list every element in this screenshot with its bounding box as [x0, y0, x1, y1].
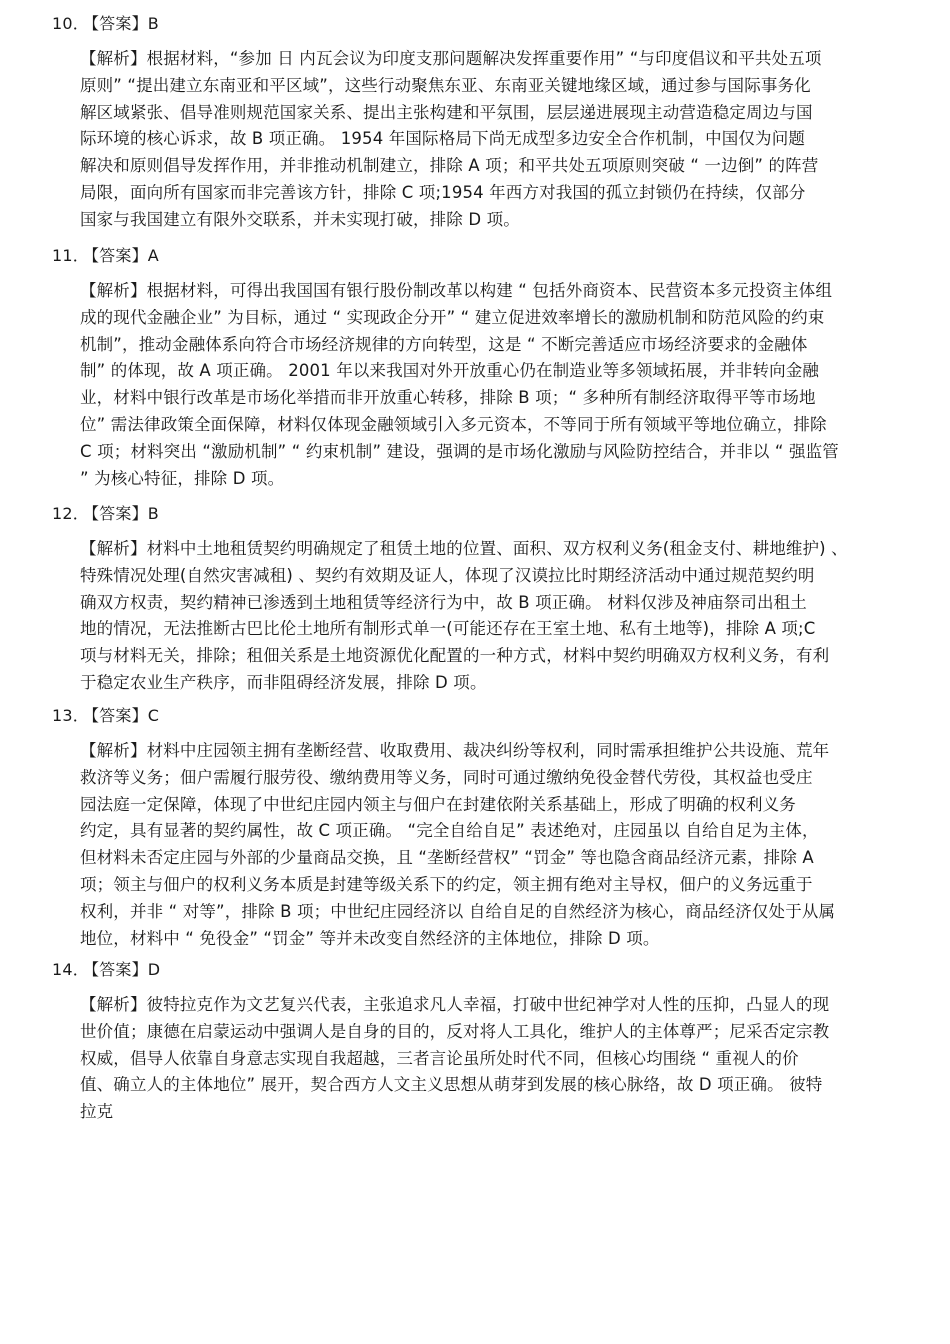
analysis-line: 权利，并非 “ 对等”，排除 B 项；中世纪庄园经济以 自给自足的自然经济为核心，商品经济仅处于从属 — [80, 901, 836, 921]
analysis-line: 拉克 — [80, 1102, 114, 1122]
analysis-line: 地位，材料中 “ 免役金” “罚金” 等并未改变自然经济的主体地位，排除 D 项。 — [80, 928, 660, 948]
question-number: 13． — [52, 706, 89, 725]
answer-value: B — [147, 14, 159, 33]
answer-label: 【答案】 — [90, 246, 148, 265]
analysis-line: 成的现代金融企业” 为目标，通过 “ 实现政企分开” “ 建立促进效率增长的激励机制和防范风险的约束 — [80, 307, 825, 327]
analysis-q13 — [80, 738, 910, 952]
analysis-line: 项；领主与佃户的权利义务本质是封建等级关系下的约定，领主拥有绝对主导权，佃户的义务远重于 — [80, 874, 813, 894]
analysis-line: 于稳定农业生产秩序，而非阻碍经济发展，排除 D 项。 — [80, 672, 487, 692]
analysis-line: 【解析】材料中土地租赁契约明确规定了租赁土地的位置、面积、双方权利义务(租金支付、耕地维护) 、 — [80, 539, 848, 558]
answer-label: 【答案】 — [90, 14, 148, 33]
answer-value: A — [147, 246, 159, 265]
analysis-q12 — [80, 536, 910, 697]
answer-line-q13 — [52, 706, 159, 726]
analysis-line: 位” 需法律政策全面保障，材料仅体现金融领域引入多元资本，不等同于所有领域平等地位确立，排除 — [80, 414, 827, 434]
analysis-line: 但材料未否定庄园与外部的少量商品交换，且 “垄断经营权” “罚金” 等也隐含商品经济元素，排除 A — [80, 848, 814, 868]
analysis-line: 项与材料无关，排除；租佃关系是土地资源优化配置的一种方式，材料中契约明确双方权利义务，有利 — [80, 646, 830, 666]
analysis-line: 局限，面向所有国家而非完善该方针，排除 C 项;1954 年西方对我国的孤立封锁仍在持续，仅部分 — [80, 182, 806, 202]
question-number: 11． — [52, 246, 89, 265]
answer-line-q14 — [52, 960, 160, 980]
answer-line-q11 — [52, 246, 159, 266]
analysis-line: 【解析】根据材料，“参加 日 内瓦会议为印度支那问题解决发挥重要作用” “与印度倡议和平共处五项 — [80, 49, 822, 68]
answer-value: C — [147, 706, 160, 725]
question-number: 12． — [52, 504, 89, 523]
analysis-line: 地的情况，无法推断古巴比伦土地所有制形式单一(可能还存在王室土地、私有土地等)，排除 A 项;C — [80, 619, 816, 639]
analysis-line: 业，材料中银行改革是市场化举措而非开放重心转移，排除 B 项；“ 多种所有制经济取得平等市场地 — [80, 388, 816, 408]
analysis-line: 机制”，推动金融体系向符合市场经济规律的方向转型，这是 “ 不断完善适应市场经济要求的金融体 — [80, 334, 808, 354]
analysis-line: 值、确立人的主体地位” 展开，契合西方人文主义思想从萌芽到发展的核心脉络，故 D 项正确。 彼特 — [80, 1075, 823, 1095]
analysis-line: 【解析】彼特拉克作为文艺复兴代表，主张追求凡人幸福，打破中世纪神学对人性的压抑，凸显人的现 — [80, 995, 830, 1014]
answer-value: B — [147, 504, 159, 523]
answer-line-q12 — [52, 504, 159, 524]
analysis-line: 救济等义务；佃户需履行服劳役、缴纳费用等义务，同时可通过缴纳免役金替代劳役，其权益也受庄 — [80, 767, 813, 787]
analysis-q11 — [80, 278, 910, 492]
question-number: 14． — [52, 960, 89, 979]
answer-line-q10 — [52, 14, 159, 34]
question-number: 10． — [52, 14, 89, 33]
analysis-line: 【解析】材料中庄园领主拥有垄断经营、收取费用、裁决纠纷等权利，同时需承担维护公共设施、荒年 — [80, 741, 830, 760]
analysis-line: 际环境的核心诉求，故 B 项正确。 1954 年国际格局下尚无成型多边安全合作机制，中国仅为问题 — [80, 129, 805, 149]
analysis-line: ” 为核心特征，排除 D 项。 — [80, 468, 285, 488]
answer-value: D — [147, 960, 161, 979]
analysis-line: 原则” “提出建立东南亚和平区域”，这些行动聚焦东亚、东南亚关键地缘区域，通过参与国际事务化 — [80, 75, 811, 95]
analysis-line: 解决和原则倡导发挥作用，并非推动机制建立，排除 A 项；和平共处五项原则突破 “ 一边倒” 的阵营 — [80, 156, 819, 176]
answer-label: 【答案】 — [90, 960, 148, 979]
analysis-line: 权威，倡导人依靠自身意志实现自我超越，三者言论虽所处时代不同，但核心均围绕 “ 重视人的价 — [80, 1048, 799, 1068]
analysis-line: C 项；材料突出 “激励机制” “ 约束机制” 建设，强调的是市场化激励与风险防控结合，并非以 “ 强监管 — [80, 441, 839, 461]
analysis-line: 确双方权责，契约精神已渗透到土地租赁等经济行为中，故 B 项正确。 材料仅涉及神庙祭司出租土 — [80, 592, 807, 612]
analysis-line: 特殊情况处理(自然灾害减租) 、契约有效期及证人，体现了汉谟拉比时期经济活动中通过规范契约明 — [80, 565, 815, 585]
analysis-line: 【解析】根据材料，可得出我国国有银行股份制改革以构建 “ 包括外商资本、民营资本多元投资主体组 — [80, 281, 833, 300]
analysis-line: 国家与我国建立有限外交联系，并未实现打破，排除 D 项。 — [80, 209, 520, 229]
analysis-line: 制” 的体现，故 A 项正确。 2001 年以来我国对外开放重心仍在制造业等多领域拓展，并非转向金融 — [80, 361, 820, 381]
analysis-line: 园法庭一定保障，体现了中世纪庄园内领主与佃户在封建依附关系基础上，形成了明确的权利义务 — [80, 794, 796, 814]
analysis-q14 — [80, 992, 910, 1126]
answer-label: 【答案】 — [90, 706, 148, 725]
analysis-line: 约定，具有显著的契约属性，故 C 项正确。 “完全自给自足” 表述绝对，庄园虽以 自给自足为主体， — [80, 821, 819, 841]
answer-label: 【答案】 — [90, 504, 148, 523]
analysis-line: 世价值；康德在启蒙运动中强调人是自身的目的，反对将人工具化，维护人的主体尊严；尼采否定宗教 — [80, 1021, 830, 1041]
analysis-q10 — [80, 46, 910, 234]
analysis-line: 解区域紧张、倡导准则规范国家关系、提出主张构建和平氛围，层层递进展现主动营造稳定周边与国 — [80, 102, 813, 122]
